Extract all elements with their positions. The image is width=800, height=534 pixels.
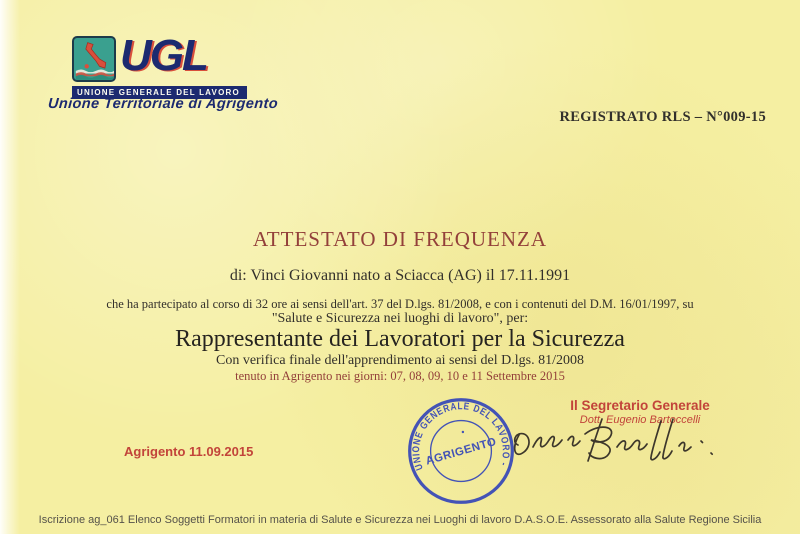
recipient-line: di: Vinci Giovanni nato a Sciacca (AG) il 17.11.1991 (229, 267, 571, 284)
logo-acronym: UGL (120, 31, 207, 80)
course-title: Rappresentante dei Lavoratori per la Sicurezza (175, 326, 625, 352)
union-stamp-icon (404, 394, 518, 508)
course-description-line-1: che ha partecipato al corso di 32 ore ai sensi dell'art. 37 del D.lgs. 81/2008, e con i contenuti del D.M. 16/01/1997, su (106, 297, 694, 311)
footer-registry-line: Iscrizione ag_061 Elenco Soggetti Formatori in materia di Salute e Sicurezza nei Luoghi di lavoro D.A.S.O.E. Assessorato alla Salute Regione Sicilia (38, 514, 762, 526)
logo-banner: UNIONE GENERALE DEL LAVORO (72, 86, 247, 99)
secretary-role: Il Segretario Generale (570, 398, 710, 413)
secretary-name: Dott. Eugenio Bartoccelli (579, 414, 701, 426)
course-description-line-2: "Salute e Sicurezza nei luoghi di lavoro", per: (271, 311, 529, 326)
italy-map-icon (72, 36, 116, 82)
place-date: Agrigento 11.09.2015 (124, 444, 254, 459)
registration-number: REGISTRATO RLS – N°009-15 (559, 109, 766, 125)
secretary-block (520, 398, 760, 426)
stamp-ring-text: UNIONE GENERALE DEL LAVORO - (411, 401, 512, 472)
course-dates-line: tenuto in Agrigento nei giorni: 07, 08, 09, 10 e 11 Settembre 2015 (235, 369, 565, 383)
verification-line: Con verifica finale dell'apprendimento ai sensi del D.lgs. 81/2008 (216, 353, 584, 368)
territorial-label: Unione Territoriale di Agrigento (47, 96, 279, 112)
ugl-logo (72, 31, 247, 100)
certificate-title: ATTESTATO DI FREQUENZA (252, 227, 548, 251)
stamp-center-text: AGRIGENTO (424, 435, 498, 468)
